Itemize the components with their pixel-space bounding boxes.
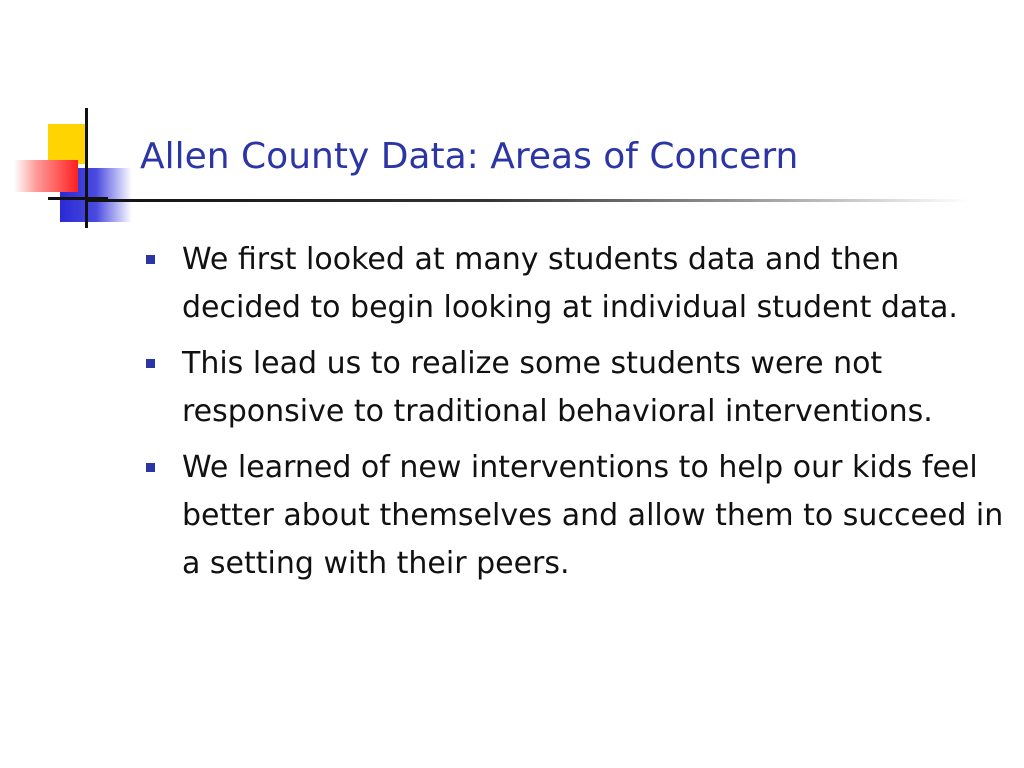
square-bullet-icon	[146, 463, 155, 472]
corner-ornament	[0, 0, 160, 240]
ornament-red-bar	[14, 160, 78, 192]
bullet-text: This lead us to realize some students were not responsive to traditional behavioral interventions.	[182, 346, 933, 429]
slide-title: Allen County Data: Areas of Concern	[140, 136, 799, 177]
bullet-list	[146, 236, 1006, 596]
square-bullet-icon	[146, 359, 155, 368]
bullet-text: We learned of new interventions to help our kids feel better about themselves and allow them to succeed in a setting with their peers.	[182, 450, 1004, 581]
bullet-text: We first looked at many students data and then decided to begin looking at individual student data.	[182, 242, 958, 325]
square-bullet-icon	[146, 255, 155, 264]
bullet-item	[146, 236, 1006, 332]
bullet-item	[146, 444, 1006, 588]
bullet-item	[146, 340, 1006, 436]
ornament-yellow-square	[48, 124, 88, 164]
title-underline	[88, 199, 968, 202]
ornament-vertical-line	[85, 108, 88, 228]
